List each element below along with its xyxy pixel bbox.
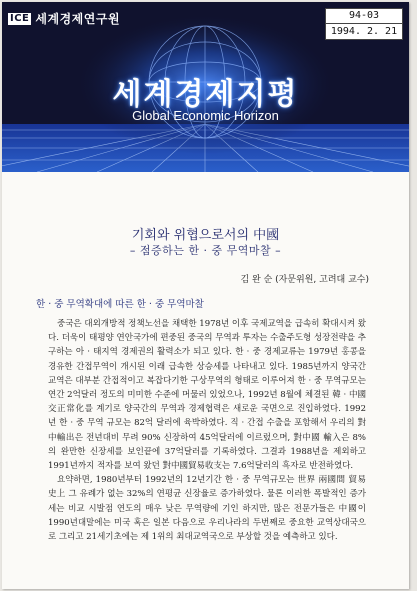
issue-date: 1994. 2. 21: [330, 26, 398, 37]
org-name: 세계경제연구원: [35, 12, 121, 26]
body-paragraph: 중국은 대외개방적 정책노선을 채택한 1978년 이후 국제교역을 급속히 확대시켜 왔다. 더욱이 태평양 연안국가에 편중된 중국의 무역과 투자는 수출주도형 성장전략을 추구하는 아 · 태지역 경제권의 활력소가 되고 있다. 한 · 중 경제교류는 1979년 홍콩을 경유한 간접무역이 개시된 이래 급속한 상승세를 나타내고 있다. 1985년까지 양국간 교역은 대부분 간접적이고 복잡다기한 구상무역의 형태로 이루어져 한 · 중 무역규모는 연간 2억달러 정도의 미미한 수준에 머물러 있었으나, 1992년 8월에 체결된 韓 · 中國交正常化를 계기로 양국간의 무역과 경제협력은 새로운 국면으로 진입하였다. 1992년 한 · 중 무역 규모는 82억 달러에 육박하였다. 직 · 간접 수출을 포함해서 우리의 對中輸出은 전년대비 무려 90% 신장하여 45억달러에 이르렀으며, 對中國 輸入은 8%의 완만한 신장세를 보인끝에 37억달러를 기록하였다. 그결과 1988년을 제외하고 1991년까지 적자를 보여 왔던 對中國貿易收支는 7.6억달러의 흑자로 반전하였다.: [48, 319, 366, 472]
newsletter-page: [2, 2, 409, 589]
article-author: 김 완 순 (자문위원, 고려대 교수): [240, 275, 369, 285]
publication-subtitle: Global Economic Horizon: [132, 108, 279, 123]
article-title: 기회와 위협으로서의 中國: [131, 228, 280, 243]
article-body: [48, 317, 366, 544]
body-paragraph: 요약하면, 1980년부터 1992년의 12년기간 한 · 중 무역규모는 世界 兩國間 貿易史上 그 유례가 없는 32%의 연평균 신장율로 증가하였다. 물론 이러한 폭발적인 증가세는 비교 시발점 연도의 매우 낮은 무역량에 기인 하지만, 많은 전문가들은 中國이 1990년대말에는 미국 혹은 일본 다음으로 우리나라의 두번째로 중요한 교역상대국으로 그리고 21세기초에는 제 1위의 최대교역국으로 부상할 것을 예측하고 있다.: [48, 475, 366, 543]
masthead-banner: [2, 2, 409, 172]
org-logo: [8, 10, 120, 27]
issue-info-box: [325, 8, 403, 40]
publication-title: 세계경제지평: [112, 77, 299, 112]
org-logo-mark: ICE: [10, 12, 30, 24]
issue-number: 94-03: [326, 9, 402, 24]
section-heading: 한 · 중 무역확대에 따른 한 · 중 무역마찰: [36, 299, 204, 310]
article-subtitle: – 점증하는 한 · 중 무역마찰 –: [129, 244, 282, 257]
